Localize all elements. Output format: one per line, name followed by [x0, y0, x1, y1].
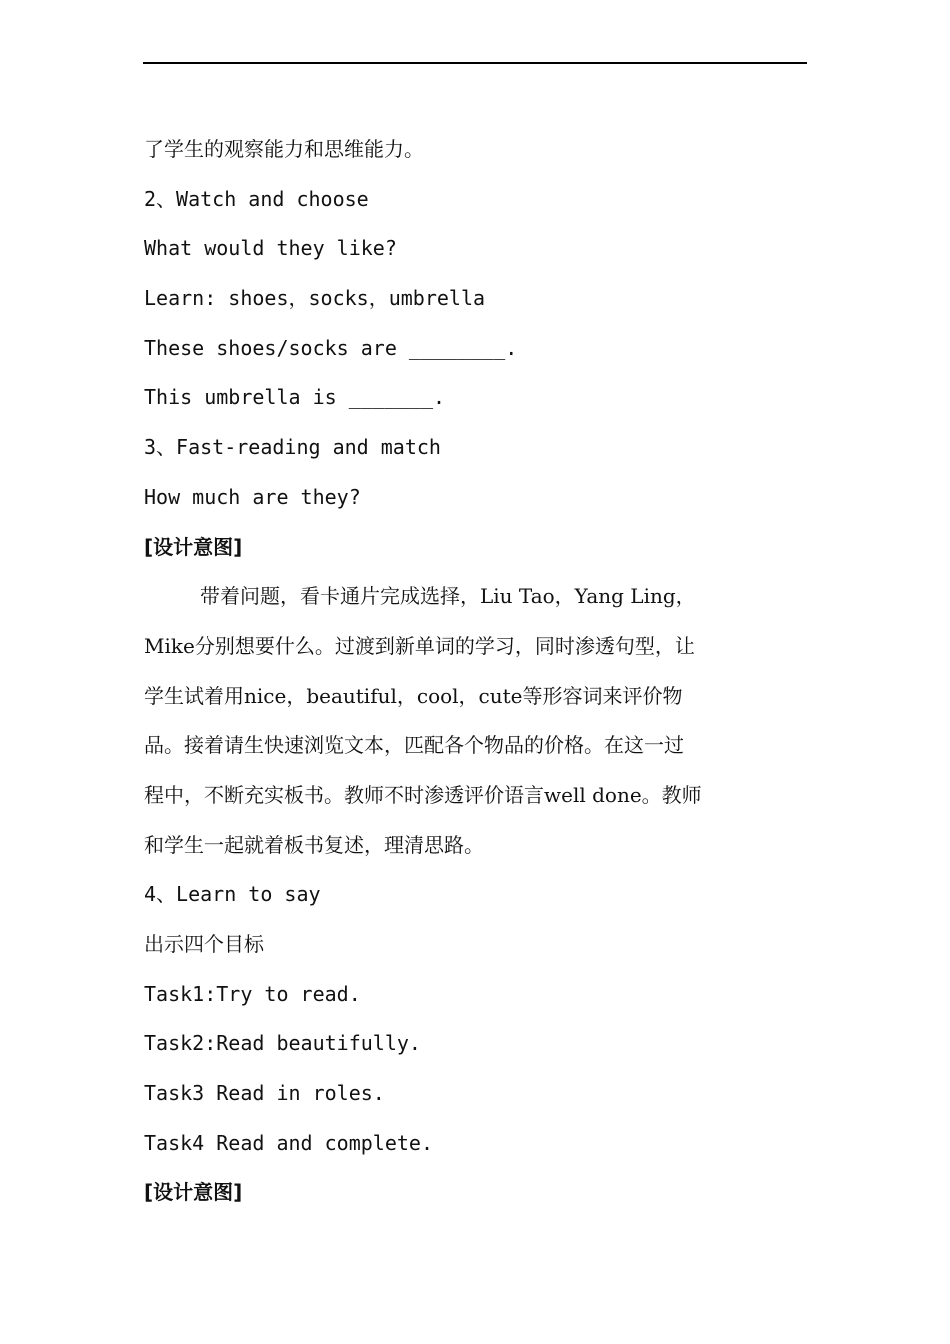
design-intent-paragraph-line: 程中，不断充实板书。教师不时渗透评价语言well done。教师	[144, 782, 702, 807]
design-intent-paragraph-line: 带着问题，看卡通片完成选择，Liu Tao，Yang Ling，	[200, 584, 696, 609]
price-question: How much are they?	[144, 484, 361, 509]
step-3-heading: 3、Fast-reading and match	[144, 435, 441, 460]
step-4-heading: 4、Learn to say	[144, 882, 321, 907]
task-2: Task2:Read beautifully.	[144, 1031, 421, 1056]
design-intent-paragraph-line: 品。接着请生快速浏览文本，匹配各个物品的价格。在这一过	[144, 733, 684, 758]
task-4: Task4 Read and complete.	[144, 1130, 433, 1155]
design-intent-paragraph-line: 和学生一起就着板书复述，理清思路。	[144, 832, 484, 857]
fill-blank-shoes: These shoes/socks are ________.	[144, 335, 518, 360]
header-rule	[143, 62, 807, 64]
design-intent-heading: [设计意图]	[144, 534, 243, 559]
fill-blank-umbrella: This umbrella is _______.	[144, 385, 446, 410]
design-intent-heading: [设计意图]	[144, 1180, 243, 1205]
task-1: Task1:Try to read.	[144, 981, 361, 1006]
step-2-heading: 2、Watch and choose	[144, 186, 369, 211]
question-line: What would they like?	[144, 236, 397, 261]
document-body	[144, 125, 808, 1218]
learn-words-line: Learn: shoes，socks，umbrella	[144, 286, 486, 311]
design-intent-paragraph-line: Mike分别想要什么。过渡到新单词的学习，同时渗透句型，让	[144, 633, 695, 658]
show-goals-line: 出示四个目标	[144, 932, 264, 956]
design-intent-paragraph-line: 学生试着用nice，beautiful，cool，cute等形容词来评价物	[144, 683, 683, 708]
paragraph-continuation: 了学生的观察能力和思维能力。	[144, 137, 424, 161]
task-3: Task3 Read in roles.	[144, 1081, 385, 1106]
